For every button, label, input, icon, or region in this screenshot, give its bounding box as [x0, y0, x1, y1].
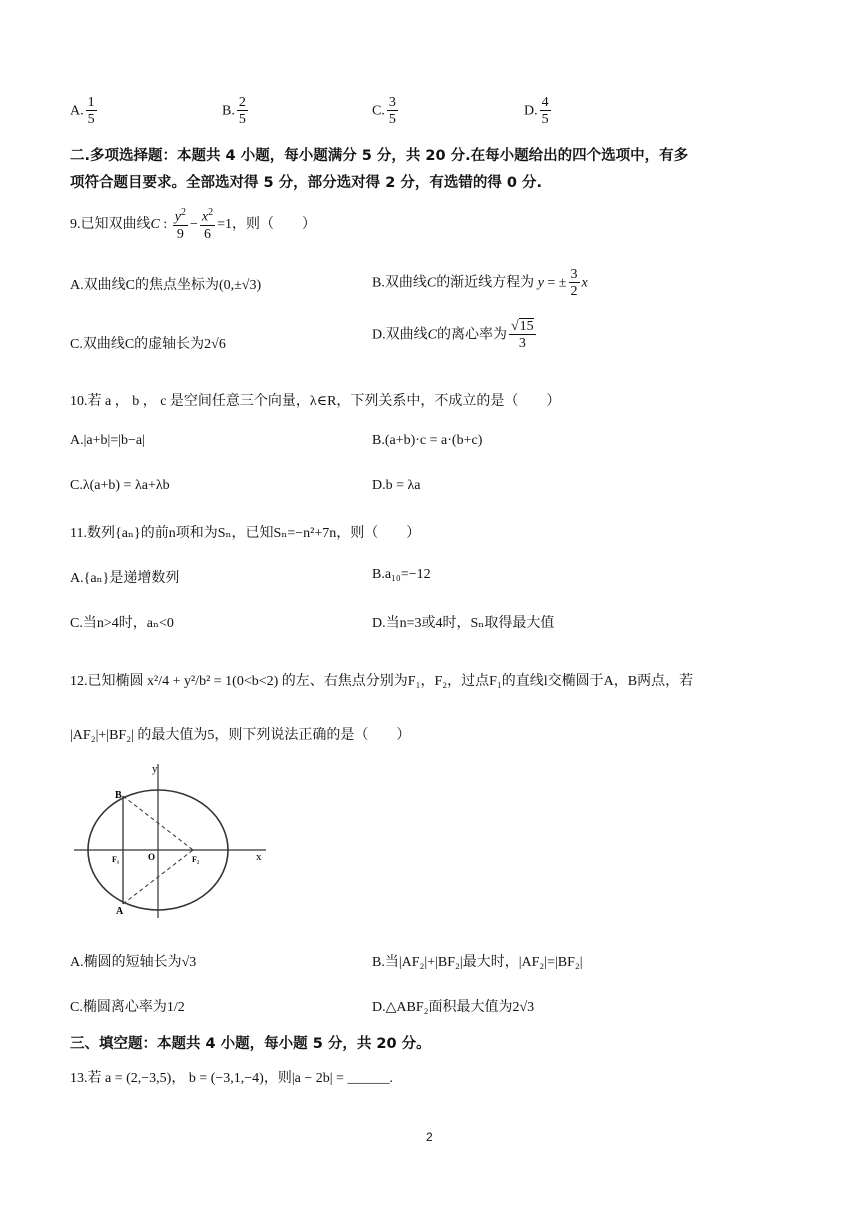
ellipse-figure — [70, 760, 270, 920]
q12-option-d: D.△ABF₂面积最大值为2√3 — [372, 1000, 535, 1015]
q9-option-b: B.双曲线C的渐近线方程为 y = ± $\frac{3}{2}$ x — [372, 267, 588, 299]
q9-stem: 9.已知双曲线C : $\frac{y^2}{9}$ − $\frac{x^2}{6}$ =1，则（ ） — [70, 207, 316, 242]
q12-stem-line2: |AF₂|+|BF₂| 的最大值为5，则下列说法正确的是（ ） — [70, 728, 411, 743]
q12-option-b: B.当|AF₂|+|BF₂|最大时，|AF₂|=|BF₂| — [372, 955, 583, 970]
q11-option-b: B.a₁₀=−12 — [372, 567, 431, 582]
q10-option-a: A.|a+b|=|b−a| — [70, 433, 145, 448]
point-a-label: A — [116, 906, 124, 917]
point-b-label: B — [115, 790, 122, 801]
q11-option-d: D.当n=3或4时，Sₙ取得最大值 — [372, 616, 555, 631]
q9-option-c: C.双曲线C的虚轴长为2√6 — [70, 337, 226, 352]
q9-option-a: A.双曲线C的焦点坐标为(0,±√3) — [70, 278, 262, 293]
f2-label: F₂ — [192, 855, 200, 864]
q13-stem: 13.若 a = (2,−3,5)， b = (−3,1,−4)，则|a − 2b| = ______. — [70, 1071, 393, 1086]
section3-title: 三、填空题：本题共 4 小题，每小题 5 分，共 20 分。 — [70, 1036, 431, 1052]
q8-option-c: C. $\frac{3}{5}$ — [372, 95, 396, 127]
q11-stem: 11.数列{aₙ}的前n项和为Sₙ，已知Sₙ=−n²+7n，则（ ） — [70, 526, 421, 541]
section2-line1: 二.多项选择题：本题共 4 小题，每小题满分 5 分，共 20 分.在每小题给出的四个选项中，有多 — [70, 148, 689, 164]
q8-option-d: D. $\frac{4}{5}$ — [524, 95, 549, 127]
f1-label: F₁ — [112, 855, 120, 864]
q11-option-c: C.当n>4时，aₙ<0 — [70, 616, 174, 631]
q10-stem: 10.若 a ， b ， c 是空间任意三个向量，λ∈R，下列关系中，不成立的是（ ） — [70, 394, 561, 409]
y-axis-label: y — [152, 763, 158, 775]
origin-label: O — [148, 852, 156, 862]
section2-line2: 项符合题目要求。全部选对得 5 分，部分选对得 2 分，有选错的得 0 分. — [70, 175, 543, 191]
q10-option-d: D.b = λa — [372, 478, 421, 493]
q10-option-c: C.λ(a+b) = λa+λb — [70, 478, 170, 493]
q12-stem-line1: 12.已知椭圆 x²/4 + y²/b² = 1(0<b<2) 的左、右焦点分别为F₁，F₂，过点F₁的直线l交椭圆于A，B两点，若 — [70, 674, 694, 689]
q10-option-b: B.(a+b)·c = a·(b+c) — [372, 433, 483, 448]
q11-option-a: A.{aₙ}是递增数列 — [70, 571, 180, 586]
q8-option-b: B. $\frac{2}{5}$ — [222, 95, 246, 127]
q9-option-d: D.双曲线C的离心率为 $\frac{√15}{3}$ — [372, 319, 534, 351]
x-axis-label: x — [256, 851, 262, 863]
page-number: 2 — [426, 1130, 433, 1144]
q12-option-c: C.椭圆离心率为1/2 — [70, 1000, 185, 1015]
q8-option-a: A. $\frac{1}{5}$ — [70, 95, 95, 127]
q12-option-a: A.椭圆的短轴长为√3 — [70, 955, 197, 970]
